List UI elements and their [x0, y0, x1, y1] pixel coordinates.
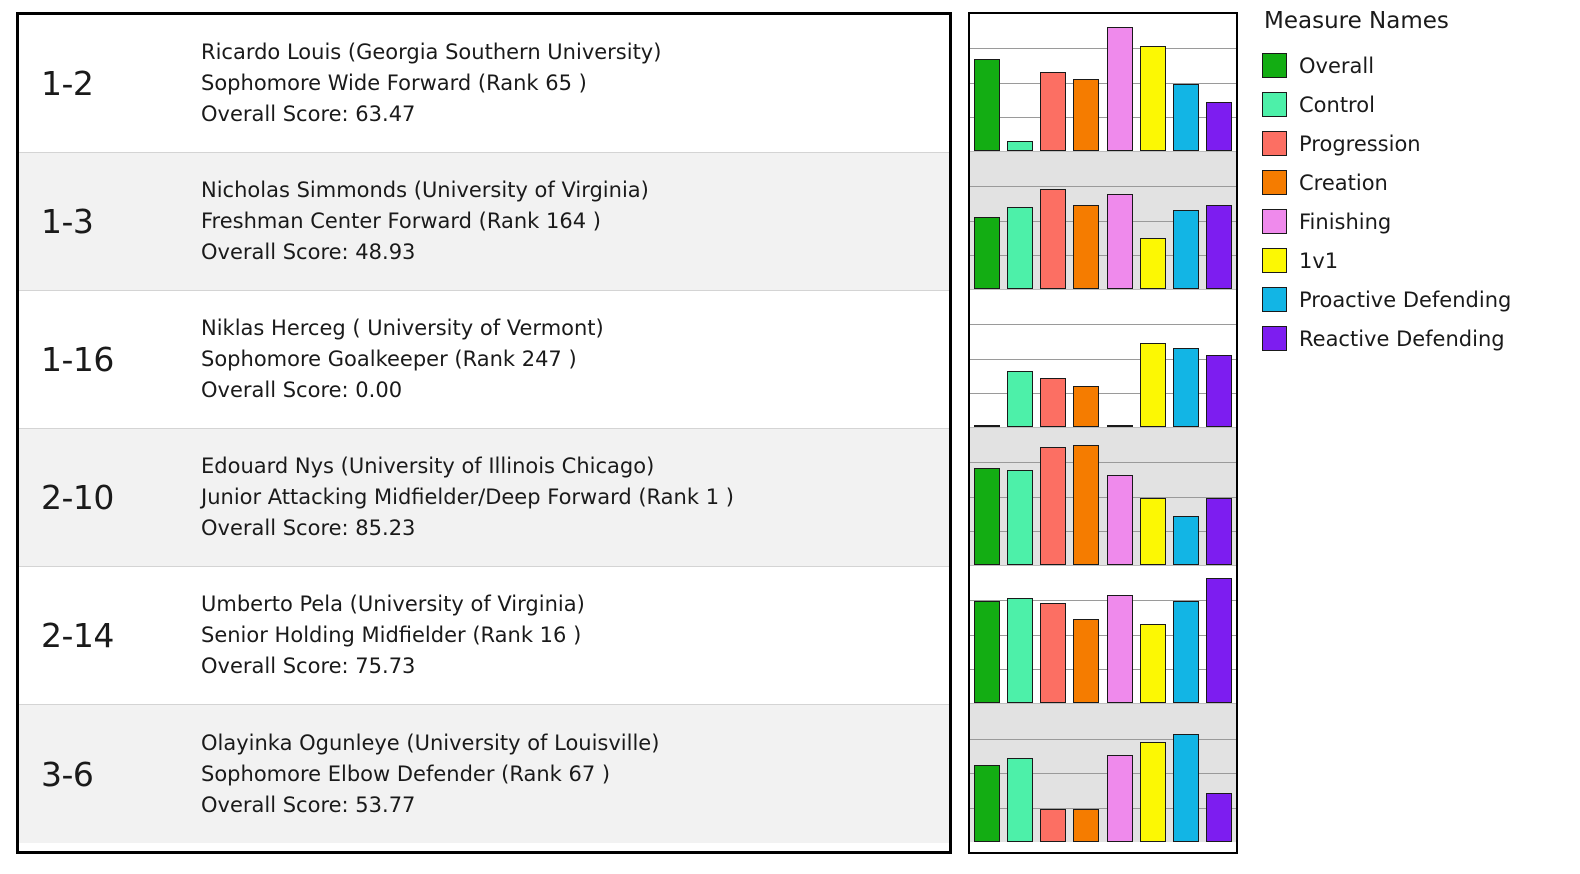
row-name-team: Nicholas Simmonds (University of Virginia)	[201, 178, 649, 202]
bar-creation[interactable]	[1073, 445, 1099, 565]
legend-swatch-icon	[1262, 326, 1287, 351]
table-row[interactable]	[19, 567, 949, 705]
bar-proactive-defending[interactable]	[1173, 516, 1199, 565]
legend-item[interactable]	[1262, 163, 1572, 202]
bar-1v1[interactable]	[1140, 343, 1166, 427]
row-details	[187, 728, 949, 821]
row-class-position: Sophomore Wide Forward (Rank 65 )	[201, 71, 587, 95]
legend-item-label: Control	[1299, 92, 1375, 117]
bar-chart-panel	[968, 12, 1238, 854]
bar-progression[interactable]	[1040, 603, 1066, 703]
bar-proactive-defending[interactable]	[1173, 601, 1199, 703]
bar-group	[974, 428, 1232, 565]
row-name-team: Umberto Pela (University of Virginia)	[201, 592, 585, 616]
chart-panel	[970, 14, 1236, 152]
bar-group	[974, 290, 1232, 427]
row-name-team: Ricardo Louis (Georgia Southern University)	[201, 40, 662, 64]
bar-reactive-defending[interactable]	[1206, 205, 1232, 289]
legend-item[interactable]	[1262, 241, 1572, 280]
bar-proactive-defending[interactable]	[1173, 734, 1199, 842]
bar-reactive-defending[interactable]	[1206, 102, 1232, 151]
row-score-line: Overall Score: 48.93	[201, 240, 416, 264]
legend-item[interactable]	[1262, 319, 1572, 358]
bar-group	[974, 14, 1232, 151]
legend-swatch-icon	[1262, 92, 1287, 117]
bar-control[interactable]	[1007, 371, 1033, 427]
bar-creation[interactable]	[1073, 386, 1099, 427]
table-row[interactable]	[19, 429, 949, 567]
legend-item[interactable]	[1262, 124, 1572, 163]
row-details	[187, 175, 949, 268]
bar-group	[974, 152, 1232, 289]
bar-group	[974, 566, 1232, 703]
row-name-team: Niklas Herceg ( University of Vermont)	[201, 316, 604, 340]
row-class-position: Sophomore Goalkeeper (Rank 247 )	[201, 347, 577, 371]
legend-title: Measure Names	[1264, 8, 1449, 34]
legend-item[interactable]	[1262, 46, 1572, 85]
bar-overall[interactable]	[974, 217, 1000, 289]
bar-overall[interactable]	[974, 59, 1000, 151]
legend-item-label: Proactive Defending	[1299, 287, 1512, 312]
bar-reactive-defending[interactable]	[1206, 793, 1232, 842]
bar-progression[interactable]	[1040, 189, 1066, 289]
bar-1v1[interactable]	[1140, 742, 1166, 842]
row-rank: 2-14	[41, 616, 114, 655]
bar-1v1[interactable]	[1140, 624, 1166, 703]
bar-finishing[interactable]	[1107, 194, 1133, 289]
chart-panel	[970, 152, 1236, 290]
row-score-line: Overall Score: 85.23	[201, 516, 416, 540]
row-score-line: Overall Score: 75.73	[201, 654, 416, 678]
chart-panel	[970, 704, 1236, 842]
chart-panel	[970, 566, 1236, 704]
table-row[interactable]	[19, 153, 949, 291]
legend-swatch-icon	[1262, 53, 1287, 78]
chart-panel	[970, 428, 1236, 566]
row-rank: 2-10	[41, 478, 114, 517]
row-name-team: Edouard Nys (University of Illinois Chicago)	[201, 454, 655, 478]
bar-control[interactable]	[1007, 470, 1033, 565]
bar-1v1[interactable]	[1140, 238, 1166, 289]
bar-group	[974, 704, 1232, 842]
bar-proactive-defending[interactable]	[1173, 348, 1199, 427]
row-rank: 1-2	[41, 64, 94, 103]
bar-1v1[interactable]	[1140, 46, 1166, 151]
bar-reactive-defending[interactable]	[1206, 578, 1232, 703]
row-class-position: Sophomore Elbow Defender (Rank 67 )	[201, 761, 611, 786]
legend-item[interactable]	[1262, 280, 1572, 319]
bar-overall[interactable]	[974, 601, 1000, 703]
table-row[interactable]	[19, 705, 949, 843]
bar-finishing[interactable]	[1107, 595, 1133, 703]
player-table	[16, 12, 952, 854]
legend-item-label: Finishing	[1299, 209, 1392, 234]
row-details	[187, 313, 949, 406]
legend-item[interactable]	[1262, 202, 1572, 241]
row-class-position: Senior Holding Midfielder (Rank 16 )	[201, 623, 582, 647]
row-rank: 1-16	[41, 340, 114, 379]
row-rank: 3-6	[41, 754, 94, 794]
bar-finishing[interactable]	[1107, 425, 1133, 427]
legend-item[interactable]	[1262, 85, 1572, 124]
bar-progression[interactable]	[1040, 809, 1066, 842]
bar-reactive-defending[interactable]	[1206, 355, 1232, 427]
row-score-line: Overall Score: 53.77	[201, 792, 416, 817]
row-class-position: Junior Attacking Midfielder/Deep Forward (Rank 1 )	[201, 485, 734, 509]
bar-reactive-defending[interactable]	[1206, 498, 1232, 565]
row-details	[187, 451, 949, 544]
bar-creation[interactable]	[1073, 79, 1099, 151]
legend-item-label: 1v1	[1299, 248, 1339, 273]
bar-control[interactable]	[1007, 207, 1033, 289]
legend	[1262, 8, 1572, 358]
legend-swatch-icon	[1262, 209, 1287, 234]
bar-progression[interactable]	[1040, 72, 1066, 151]
row-name-team: Olayinka Ogunleye (University of Louisville)	[201, 730, 660, 755]
bar-control[interactable]	[1007, 598, 1033, 703]
bar-progression[interactable]	[1040, 447, 1066, 565]
row-class-position: Freshman Center Forward (Rank 164 )	[201, 209, 601, 233]
bar-progression[interactable]	[1040, 378, 1066, 427]
legend-item-label: Overall	[1299, 53, 1375, 78]
bar-proactive-defending[interactable]	[1173, 210, 1199, 289]
table-row[interactable]	[19, 291, 949, 429]
row-details	[187, 589, 949, 682]
bar-1v1[interactable]	[1140, 498, 1166, 565]
legend-swatch-icon	[1262, 170, 1287, 195]
row-score-line: Overall Score: 0.00	[201, 378, 403, 402]
legend-item-label: Progression	[1299, 131, 1421, 156]
legend-swatch-icon	[1262, 287, 1287, 312]
bar-finishing[interactable]	[1107, 755, 1133, 842]
bar-creation[interactable]	[1073, 205, 1099, 289]
bar-finishing[interactable]	[1107, 475, 1133, 565]
bar-control[interactable]	[1007, 141, 1033, 151]
bar-creation[interactable]	[1073, 619, 1099, 703]
row-score-line: Overall Score: 63.47	[201, 102, 416, 126]
bar-overall[interactable]	[974, 765, 1000, 842]
bar-finishing[interactable]	[1107, 27, 1133, 151]
table-row[interactable]	[19, 15, 949, 153]
bar-creation[interactable]	[1073, 809, 1099, 842]
row-rank: 1-3	[41, 202, 94, 241]
bar-overall[interactable]	[974, 425, 1000, 427]
bar-control[interactable]	[1007, 758, 1033, 842]
legend-swatch-icon	[1262, 131, 1287, 156]
bar-proactive-defending[interactable]	[1173, 84, 1199, 151]
legend-item-label: Creation	[1299, 170, 1388, 195]
bar-overall[interactable]	[974, 468, 1000, 565]
legend-swatch-icon	[1262, 248, 1287, 273]
legend-items	[1262, 46, 1572, 358]
legend-item-label: Reactive Defending	[1299, 326, 1505, 351]
chart-panel	[970, 290, 1236, 428]
row-details	[187, 37, 949, 130]
